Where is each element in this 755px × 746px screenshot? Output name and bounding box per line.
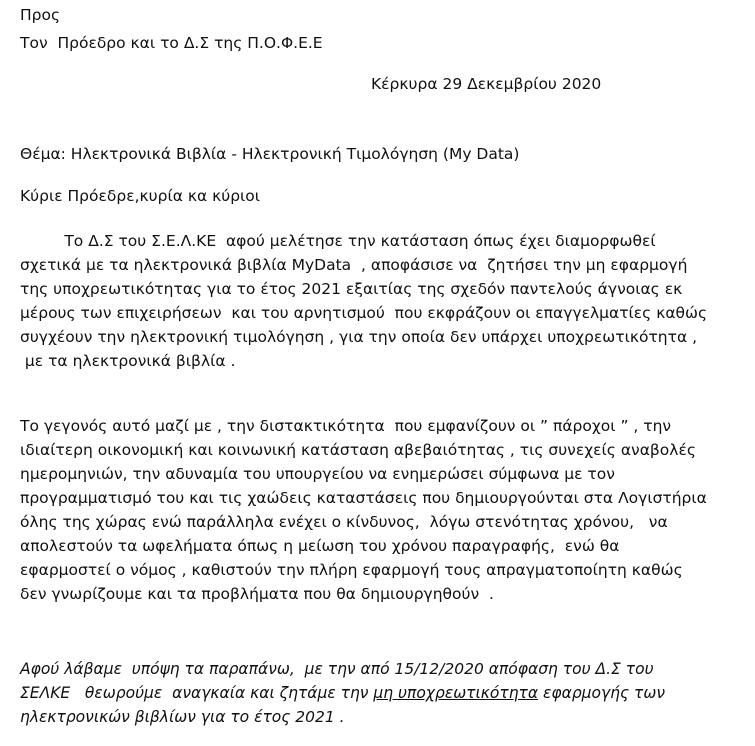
paragraph-1-line: σχετικά με τα ηλεκτρονικά βιβλία MyData , αποφάσισε να ζητήσει την μη εφαρμογή (20, 256, 688, 274)
paragraph-2-line: Το γεγονός αυτό μαζί με , την διστακτικότητα που εμφανίζουν οι ” πάροχοι ” , την (20, 417, 672, 435)
paragraph-2-line: προγραμματισμό του και τις χαώδεις καταστάσεις που δημιουργούνται στα Λογιστήρια (20, 489, 707, 507)
paragraph-2-line: ιδιαίτερη οικονομική και κοινωνική κατάσταση αβεβαιότητας , τις συνεχείς αναβολές (20, 441, 696, 459)
paragraph-3-line: ηλεκτρονικών βιβλίων για το έτος 2021 . (20, 708, 345, 726)
paragraph-2-line: δεν γνωρίζουμε και τα προβλήματα που θα δημιουργηθούν . (20, 585, 494, 603)
subject-line: Θέμα: Ηλεκτρονικά Βιβλία - Ηλεκτρονική Τιμολόγηση (My Data) (20, 145, 520, 163)
paragraph-3 (20, 657, 665, 729)
paragraph-2-line: απολεστούν τα ωφελήματα όπως η μείωση του χρόνου παραγραφής, ενώ θα (20, 537, 620, 555)
paragraph-1-line: με τα ηλεκτρονικά βιβλία . (20, 352, 236, 370)
underlined-emphasis: μη υποχρεωτικότητα (373, 684, 539, 702)
paragraph-1-line: Το Δ.Σ του Σ.Ε.Λ.ΚΕ αφού μελέτησε την κατάσταση όπως έχει διαμορφωθεί (20, 232, 656, 250)
paragraph-2-line: ημερομηνιών, την αδυναμία του υπουργείου να ενημερώσει σύμφωνα με τον (20, 465, 615, 483)
paragraph-3-line: Αφού λάβαμε υπόψη τα παραπάνω, με την από 15/12/2020 απόφαση του Δ.Σ του (20, 660, 654, 678)
paragraph-2-line: εφαρμοστεί ο νόμος , καθιστούν την πλήρη εφαρμογή τους απραγματοποίητη καθώς (20, 561, 683, 579)
date-line: Κέρκυρα 29 Δεκεμβρίου 2020 (371, 75, 602, 93)
paragraph-2-line: όλης της χώρας ενώ παράλληλα ενέχει ο κίνδυνος, λόγω στενότητας χρόνου, να (20, 513, 668, 531)
paragraph-1 (20, 229, 707, 373)
paragraph-1-line: μέρους των επιχειρήσεων και του αρνητισμού που εκφράζουν οι επαγγελματίες καθώς (20, 304, 708, 322)
recipient-line-2: Τον Πρόεδρο και το Δ.Σ της Π.Ο.Φ.Ε.Ε (20, 34, 323, 52)
paragraph-3-text: εφαρμογής των (538, 684, 665, 702)
salutation: Κύριε Πρόεδρε,κυρία κα κύριοι (20, 187, 261, 205)
paragraph-2 (20, 414, 707, 606)
paragraph-1-line: της υποχρεωτικότητας για το έτος 2021 εξαιτίας της σχεδόν παντελούς άγνοιας εκ (20, 280, 683, 298)
paragraph-3-line (20, 681, 665, 705)
paragraph-3-text: ΣΕΛΚΕ θεωρούμε αναγκαία και ζητάμε την (20, 684, 374, 702)
paragraph-1-line: συγχέουν την ηλεκτρονική τιμολόγηση , για την οποία δεν υπάρχει υποχρεωτικότητα , (20, 328, 698, 346)
recipient-line-1: Προς (20, 6, 61, 24)
